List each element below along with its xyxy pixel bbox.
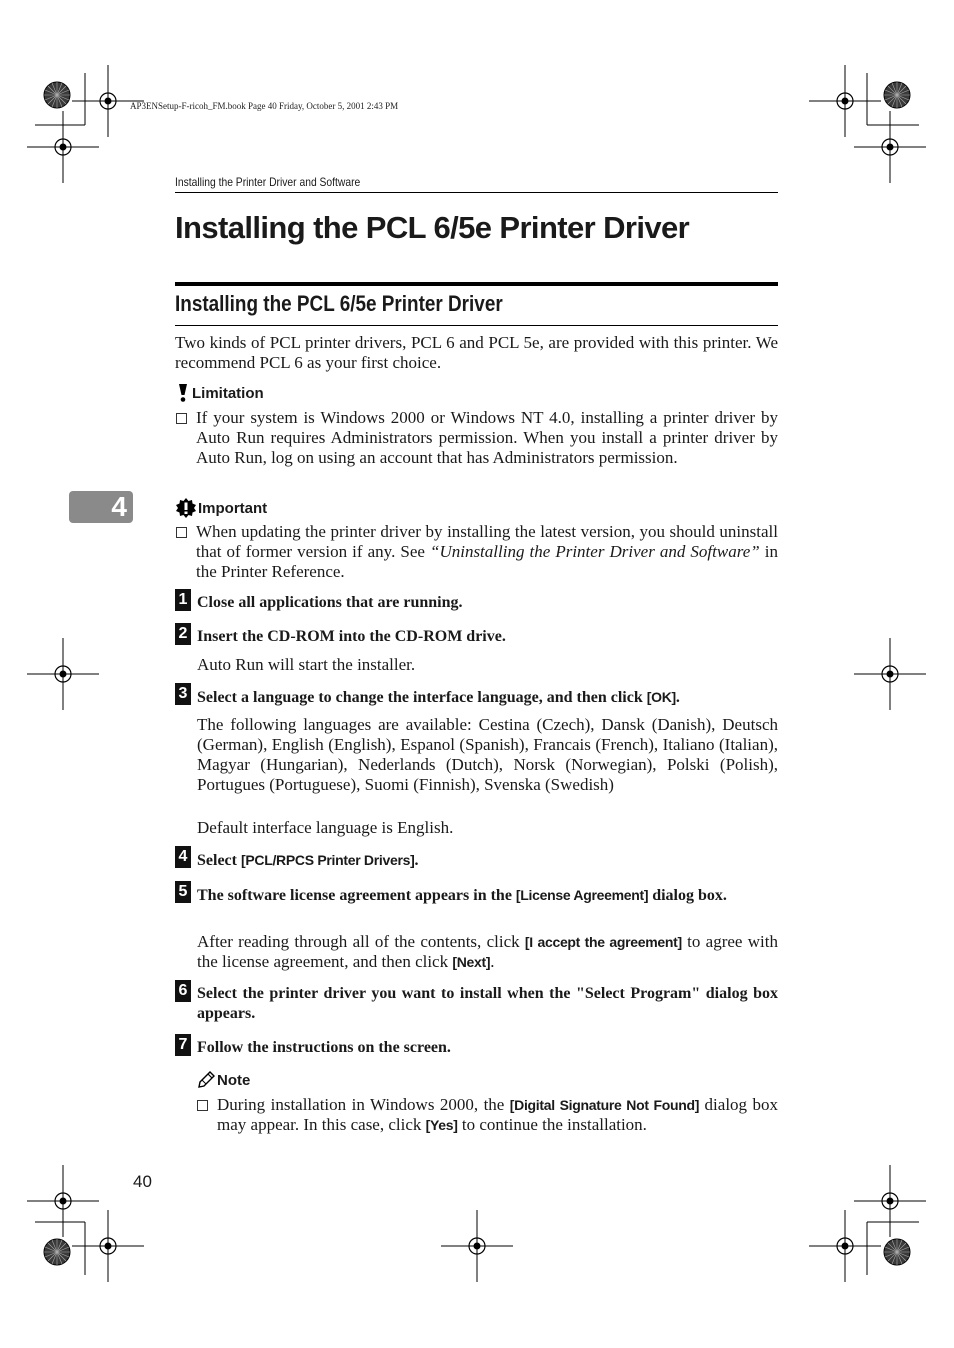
pencil-icon — [197, 1071, 215, 1089]
step-6: 6 Select the printer driver you want to install when the "Select Program" dialog box appears. — [175, 980, 778, 1024]
step-number: 1 — [175, 589, 191, 611]
registration-mark-icon — [854, 111, 926, 183]
intro-paragraph: Two kinds of PCL printer drivers, PCL 6 and PCL 5e, are provided with this printer. We recommend PCL 6 as your first choice. — [175, 333, 778, 372]
step-number: 4 — [175, 846, 191, 868]
step-number: 7 — [175, 1034, 191, 1056]
checkbox-bullet-icon — [176, 413, 187, 424]
step-1: 1 Close all applications that are running. — [175, 589, 778, 613]
registration-mark-icon — [441, 1210, 513, 1282]
important-item: When updating the printer driver by installing the latest version, you should uninstall that of former version if any. See “Uninstalling the Printer Driver and Software” in the Printer Reference. — [175, 522, 778, 582]
checkbox-bullet-icon — [197, 1100, 208, 1111]
color-target-icon — [884, 82, 910, 108]
note-heading: Note — [197, 1071, 250, 1089]
registration-mark-icon — [854, 1165, 926, 1237]
checkbox-bullet-icon — [176, 527, 187, 538]
step-4: 4 Select [PCL/RPCS Printer Drivers]. — [175, 846, 778, 871]
ok-button-ref: [OK] — [646, 689, 676, 705]
exclamation-icon — [176, 383, 190, 403]
section-rule-top — [175, 282, 778, 286]
pcl-rpcs-drivers-ref: [PCL/RPCS Printer Drivers] — [240, 852, 415, 868]
header-rule — [175, 192, 778, 193]
step-number: 3 — [175, 683, 191, 705]
page-title: Installing the PCL 6/5e Printer Driver — [175, 210, 690, 245]
accept-agreement-ref: [I accept the agreement] — [524, 934, 682, 950]
registration-mark-icon — [72, 1210, 144, 1282]
registration-mark-icon — [854, 638, 926, 710]
step-3: 3 Select a language to change the interface language, and then click [OK]. — [175, 683, 778, 708]
step-3-default: Default interface language is English. — [197, 818, 454, 837]
license-agreement-ref: [License Agreement] — [515, 887, 649, 903]
note-item: During installation in Windows 2000, the [Digital Signature Not Found] dialog box may appear. In this case, click [Yes] to continue the installation. — [196, 1095, 778, 1135]
section-title: Installing the PCL 6/5e Printer Driver — [175, 291, 503, 316]
next-button-ref: [Next] — [452, 954, 491, 970]
color-target-icon — [884, 1239, 910, 1265]
digital-signature-ref: [Digital Signature Not Found] — [509, 1097, 700, 1113]
running-head: Installing the Printer Driver and Software — [175, 175, 361, 189]
registration-mark-icon — [27, 638, 99, 710]
limitation-item: If your system is Windows 2000 or Windows NT 4.0, installing a printer driver by Auto Run requires Administrators permission. When you install a printer driver by Auto Run, log on using an account that has Administrators permission. — [175, 408, 778, 468]
file-header: AP3ENSetup-F-ricoh_FM.book Page 40 Friday, October 5, 2001 2:43 PM — [130, 101, 399, 111]
yes-button-ref: [Yes] — [425, 1117, 458, 1133]
important-badge-icon — [176, 498, 196, 518]
step-number: 5 — [175, 881, 191, 903]
step-number: 6 — [175, 980, 191, 1002]
step-7: 7 Follow the instructions on the screen. — [175, 1034, 778, 1058]
step-5: 5 The software license agreement appears in the [License Agreement] dialog box. — [175, 881, 778, 906]
registration-mark-icon — [809, 1210, 881, 1282]
step-2: 2 Insert the CD-ROM into the CD-ROM drive. — [175, 623, 778, 647]
step-3-detail: The following languages are available: Cestina (Czech), Dansk (Danish), Deutsch (German), English (English), Espanol (Spanish), Francais (French), Italiano (Italian), Magyar (Hungarian), Nederlands (Dutch), Norsk (Norwegian), Polski (Polish), Portugues (Portuguese), Suomi (Finnish), Svenska (Swedish) — [197, 715, 778, 794]
step-2-detail: Auto Run will start the installer. — [197, 655, 416, 674]
color-target-icon — [44, 1239, 70, 1265]
registration-mark-icon — [27, 111, 99, 183]
color-target-icon — [44, 82, 70, 108]
registration-mark-icon — [809, 65, 881, 137]
page-number: 40 — [133, 1172, 152, 1191]
important-heading: Important — [176, 498, 267, 518]
limitation-heading: Limitation — [176, 383, 264, 403]
step-5-detail: After reading through all of the contents, click [I accept the agreement] to agree with the license agreement, and then click [Next]. — [197, 932, 778, 971]
registration-mark-icon — [27, 1165, 99, 1237]
section-rule-bottom — [175, 325, 778, 326]
step-number: 2 — [175, 623, 191, 645]
chapter-tab: 4 — [69, 491, 133, 523]
